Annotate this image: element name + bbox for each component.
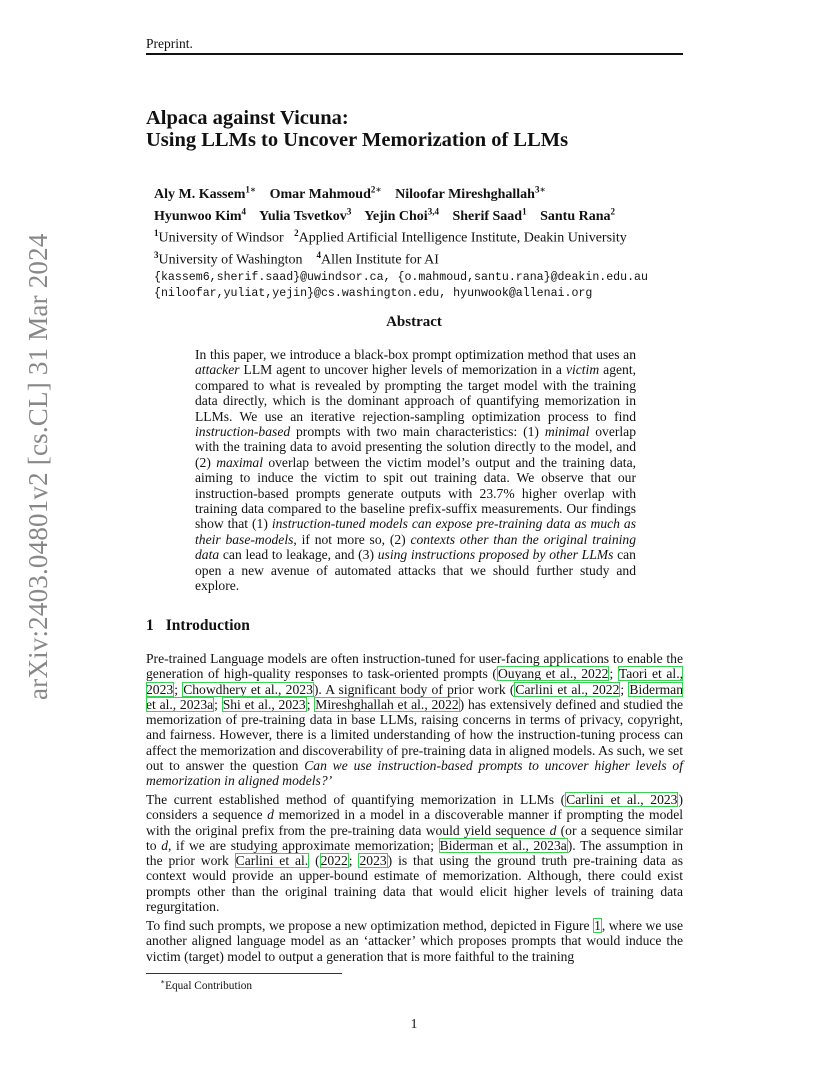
citation-link[interactable]: Carlini et al., 2022 [515,681,620,697]
affiliation-line-1: $^1$University of Windsor $^2$Applied Artificial Intelligence Institute, Deakin University [154,228,627,246]
citation-link[interactable]: Carlini et al., 2023 [566,792,678,807]
author: Niloofar Mireshghallah$^{3∗}$ [395,184,546,202]
affiliation-line-2: $^3$University of Washington $^4$Allen Institute for AI [154,250,439,269]
figure-reference-link[interactable]: 1 [594,918,601,933]
abstract-heading: Abstract [386,314,442,330]
intro-paragraph-3: To find such prompts, we propose a new optimization method, depicted in Figure 1, where we use another aligned language model as an ‘attacker’ which proposes prompts that would induce the victim (target) model to output a generation that is more faithful to the training [146,918,683,964]
author: Omar Mahmoud$^{2∗}$ [269,184,382,202]
page-number: 1 [410,1016,418,1031]
citation-link[interactable]: Biderman et al., 2023a [439,837,567,853]
title-line-1: Alpaca against Vicuna: [146,107,349,129]
author-row-2 [154,203,648,225]
title-line-2: Using LLMs to Uncover Memorization of LLMs [146,129,569,151]
email-line-2: {niloofar,yuliat,yejin}@cs.washington.edu, hyunwook@allenai.org [154,287,593,301]
citation-link[interactable]: Carlini et al. [235,853,309,869]
email-line-1: {kassem6,sherif.saad}@uwindsor.ca, {o.mahmoud,santu.rana}@deakin.edu.au [154,270,648,284]
running-header: Preprint. [146,36,193,51]
citation-link[interactable]: Ouyang et al., 2022 [497,666,609,682]
citation-link[interactable]: 2023 [359,853,387,869]
header-rule [146,53,683,55]
abstract-body: In this paper, we introduce a black-box prompt optimization method that uses an attacker LLM agent to uncover higher levels of memorization in a victim agent, compared to what is revealed by prompting the target model with the training data directly, which is the dominant approach of quantifying memorization in LLMs. We use an iterative rejection-sampling optimization process to find instruction-based prompts with two main characteristics: (1) minimal overlap with the training data to avoid presenting the solution directly to the model, and (2) maximal overlap between the victim model’s output and the training data, aiming to induce the victim to spit out training data. We observe that our instruction-based prompts generate outputs with 23.7% higher overlap with training data compared to the baseline prefix-suffix measurements. Our findings show that (1) instruction-tuned models can expose pre-training data as much as their base-models, if not more so, (2) contexts other than the original training data can lead to leakage, and (3) using instructions proposed by other LLMs can open a new avenue of automated attacks that we should further study and explore. [195,347,637,594]
author: Yulia Tsvetkov$^3$ [259,206,352,224]
citation-link[interactable]: Chowdhery et al., 2023 [183,681,313,697]
author: Hyunwoo Kim$^4$ [154,206,247,224]
paper-title [146,107,568,151]
intro-paragraph-1: Pre-trained Language models are often instruction-tuned for user-facing applications to enable the generation of high-quality responses to task-oriented prompts (Ouyang et al., 2022; Taori et al., 2023; Chowdhery et al., 2023). A significant body of prior work (Carlini et al., 2022; Biderman et al., 2023a; Shi et al., 2023; Mireshghallah et al., 2022) has extensively defined and studied the memorization of pre-training data in base LLMs, raising concerns in terms of privacy, copyright, and fairness. However, there is a limited understanding of how the instruction-tuning process can affect the memorization and discoverability of pre-training data in aligned models. As such, we set out to answer the question Can we use instruction-based prompts to uncover higher levels of memorization in aligned models?’ [146,651,684,789]
citation-link[interactable]: Biderman et al., 2023a [146,681,683,712]
citation-link[interactable]: Taori et al., 2023 [146,666,684,697]
citation-link[interactable]: Shi et al., 2023 [222,696,306,712]
author: Santu Rana$^2$ [540,206,615,224]
author-block [154,181,648,303]
citation-link[interactable]: 2022 [320,853,348,869]
section-heading: 1 Introduction [146,617,250,634]
footnote-rule [146,973,342,974]
author-row-1 [154,181,648,203]
author: Yejin Choi$^{3,4}$ [364,206,439,224]
author: Sherif Saad$^1$ [452,206,527,224]
intro-paragraph-2: The current established method of quantifying memorization in LLMs (Carlini et al., 2023) considers a sequence d memorized in a model in a discoverable manner if prompting the model with the original prefix from the pre-training data would yield sequence d (or a sequence similar to d, if we are studying approximate memorization; Biderman et al., 2023a). The assumption in the prior work Carlini et al. (2022; 2023) is that using the ground truth pre-training data as context would provide an upper-bound estimate of memorization. Although, there could exist prompts other than the original training data that would elicit higher levels of training data regurgitation. [146,792,683,915]
author: Aly M. Kassem$^{1∗}$ [154,184,257,202]
footnote: ∗Equal Contribution [160,977,253,992]
arxiv-side-stamp: arXiv:2403.04801v2 [cs.CL] 31 Mar 2024 [23,233,53,700]
citation-link[interactable]: Mireshghallah et al., 2022 [315,696,459,712]
